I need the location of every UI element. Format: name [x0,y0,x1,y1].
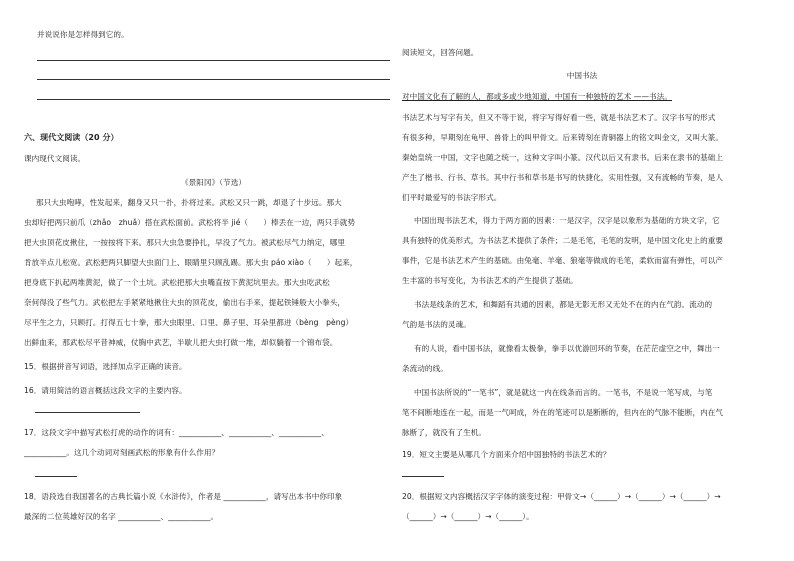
answer-line-2[interactable] [37,79,390,80]
passage-line: 出鲜血来，那武松尽平昔神威，仗胸中武艺，半歇儿把大虫打做一堆，却似躺着一个锦布袋。 [24,338,338,347]
passage-line: 肯放半点儿松宽。武松把两只脚望大虫面门上、眼睛里只顾乱踢。那大虫 páo xiào（ ）起来， [24,258,358,267]
question-18-line-2: 最深的二位英雄好汉的名字 ___________、___________。 [24,512,219,521]
passage-line: 虫却好把两只前爪（zhǎo zhuǎ）搭在武松面前。武松将半 jié（ ）棒丢在一边，两只手就势 [24,218,356,227]
passage-title: 《景阳冈》（节选） [181,178,246,187]
reading-instruction: 课内现代文阅读。 [24,154,86,163]
article-lead: 对中国文化有了解的人，都或多或少地知道，中国有一种独特的艺术 ——书法。 [402,92,672,101]
question-20-line-1: 20．根据短文内容概括汉字字体的演变过程：甲骨文→（______）→（______）→（______）→ [402,492,721,501]
article-line: 脉断了，就没有了生机。 [402,428,487,437]
question-16: 16．请用简洁的语言概括这段文字的主要内容。 [24,386,187,395]
article-line: 事件，它是书法艺术产生的基础。由兔毫、羊毫、狼毫等做成的毛笔，柔软而富有弹性，可以产 [402,256,724,265]
question-18-line-1: 18．语段选自我国著名的古典长篇小说《水浒传》，作者是 ___________，请写出本书中你印象 [24,492,343,501]
article-line: 有很多种，早期刻在龟甲、兽骨上的叫甲骨文。后来铸刻在青铜器上的铭文叫金文，又叫大篆。 [402,133,724,142]
question-20-line-2: （______）→（______）→（______）。 [402,512,534,521]
answer-line-q19[interactable] [402,476,444,477]
article-line: 中国书法所说的“一笔书”，就是就这一内在线条而言的。一笔书，不是说一笔写成，与笔 [414,388,713,397]
question-15: 15．根据拼音写词语，选择加点字正确的读音。 [24,362,187,371]
article-line: 条流动的线。 [402,364,448,373]
question-19: 19．短文主要是从哪几个方面来介绍中国独特的书法艺术的？ [402,450,611,459]
article-title: 中国书法 [566,71,598,80]
passage-line: 奈何得没了些气力。武松把左手紧紧地揪住大虫的顶花皮，偷出右手来，提起铁锤般大小拳头， [24,298,346,307]
article-line: 书法是线条的艺术，和舞蹈有共通的因素，都是无影无形又无处不在的内在气韵。流动的 [414,300,713,309]
reading-instruction-right: 阅读短文，回答问题。 [402,48,479,57]
question-17-line-1: 17．这段文字中描写武松打虎的动作的词有：___________、___________、___________、 [24,428,329,437]
passage-line: 那只大虫咆哮，性发起来，翻身又只一扑，扑将过来。武松又只一跳，却退了十步远。那大 [36,198,342,207]
section-title: 六、现代文阅读（20 分） [24,133,119,142]
article-line: 产生了楷书、行书、草书。其中行书和草书是书写的快捷化，实用性强，又有流畅的节奏，是人 [402,173,724,182]
passage-line: 把大虫顶花皮揪住，一按按将下来。那只大虫急要挣扎，早没了气力。被武松尽气力纳定，哪里 [24,238,346,247]
article-line: 们平时最爱写的书法字形式。 [402,193,502,202]
article-line: 生丰富的书写变化，为书法艺术的产生提供了基础。 [402,276,578,285]
answer-line-3[interactable] [37,99,390,100]
article-line: 中国出现书法艺术，得力于两方面的因素：一是汉字，汉字是以象形为基础的方块文字，它 [414,216,720,225]
passage-line: 把身底下扒起两堆黄泥，做了一个土坑。武松把那大虫嘴直按下黄泥坑里去。那大虫吃武松 [24,278,330,287]
article-line: 书法艺术与写字有关，但又不等于说，将字写得好看一些，就是书法艺术了。汉字书写的形式 [402,113,716,122]
article-line: 具有独特的优美形式，为书法艺术提供了条件；二是毛笔，毛笔的发明，是中国文化史上的重要 [402,236,724,245]
question-17-line-2: ___________。这几个动词对刻画武松的形象有什么作用？ [24,448,220,457]
answer-line-q16[interactable] [35,412,140,413]
article-line: 有的人说，看中国书法，就像看太极拳，拳手以优游回环的节奏，在茫茫虚空之中，舞出一 [414,344,720,353]
passage-line: 尽平生之力，只顾打。打得五七十拳，那大虫眼里、口里、鼻子里、耳朵里都迸（bèng pèng） [24,318,354,327]
article-line: 秦始皇统一中国，文字也随之统一，这种文字叫小篆。汉代以后又有隶书。后来在隶书的基础上 [402,153,724,162]
answer-line-1[interactable] [37,60,390,61]
article-line: 气韵是书法的灵魂。 [402,320,471,329]
intro-line: 并说说你是怎样得到它的。 [37,30,129,39]
article-line: 笔不间断地连在一起，而是一气呵成，外在的笔迹可以是断断的，但内在的气脉不能断，内在气 [402,408,724,417]
answer-line-q17[interactable] [35,476,77,477]
